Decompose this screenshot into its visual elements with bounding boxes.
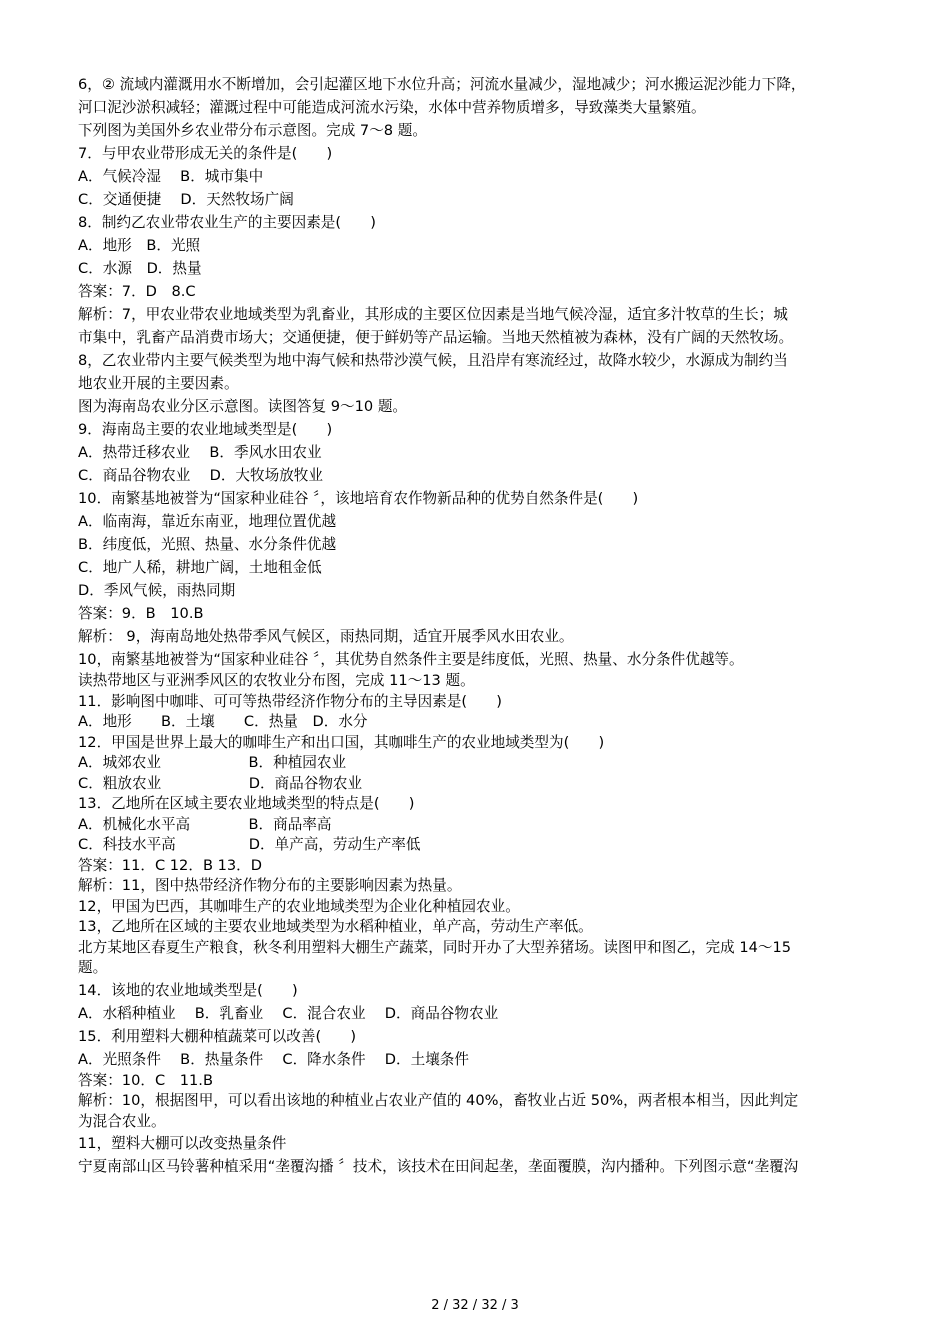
analysis-line: 12，甲国为巴西，其咖啡生产的农业地域类型为企业化种植园农业。 (78, 897, 520, 915)
option-line: B．纬度低，光照、热量、水分条件优越 (78, 536, 337, 553)
question-line: 8．制约乙农业带农业生产的主要因素是( ) (78, 214, 376, 231)
analysis-line: 解析：11，图中热带经济作物分布的主要影响因素为热量。 (78, 877, 462, 894)
text-line: 读热带地区与亚洲季风区的农牧业分布图，完成 11～13 题。 (78, 672, 475, 689)
option-line: C．交通便捷 D．天然牧场广阔 (78, 191, 294, 208)
analysis-line: 解析： 9，海南岛地处热带季风气候区，雨热同期，适宜开展季风水田农业。 (78, 628, 574, 645)
option-line: A．气候冷湿 B．城市集中 (78, 168, 264, 185)
text-line: 宁夏南部山区马铃薯种植采用“垄覆沟播 〞技术，该技术在田间起垄，垄面覆膜，沟内播种。下列图示意“垄覆沟 (78, 1158, 799, 1175)
question-line: 12．甲国是世界上最大的咖啡生产和出口国，其咖啡生产的农业地域类型为( ) (78, 733, 605, 751)
answer-line: 答案：7．D 8.C (78, 283, 196, 300)
analysis-line: 为混合农业。 (78, 1112, 166, 1130)
option-line: C．地广人稀，耕地广阔，土地租金低 (78, 559, 322, 576)
document-body (68, 73, 888, 1178)
option-line: A．机械化水平高 B．商品率高 (78, 815, 332, 833)
question-line: 14．该地的农业地域类型是( ) (78, 981, 298, 999)
answer-line: 答案：9．B 10.B (78, 605, 204, 622)
text-line: 题。 (78, 959, 108, 976)
text-line: 北方某地区春夏生产粮食，秋冬利用塑料大棚生产蔬菜，同时开办了大型养猪场。读图甲和图乙，完成 14～15 (78, 938, 792, 956)
option-line: C．商品谷物农业 D．大牧场放牧业 (78, 467, 323, 484)
page-number-footer: 2 / 32 / 32 / 3 (431, 1298, 519, 1313)
question-line: 7．与甲农业带形成无关的条件是( ) (78, 145, 333, 162)
analysis-line: 11，塑料大棚可以改变热量条件 (78, 1135, 287, 1152)
question-line: 11．影响图中咖啡、可可等热带经济作物分布的主导因素是( ) (78, 692, 502, 710)
text-line: 6，② 流域内灌溉用水不断增加，会引起灌区地下水位升高；河流水量减少，湿地减少；河水搬运泥沙能力下降， (78, 76, 806, 93)
analysis-line: 解析：7，甲农业带农业地域类型为乳畜业，其形成的主要区位因素是当地气候冷湿，适宜多汁牧草的生长；城 (78, 306, 788, 323)
text-line: 下列图为美国外乡农业带分布示意图。完成 7～8 题。 (78, 122, 427, 139)
option-line: D．季风气候，雨热同期 (78, 582, 236, 599)
option-line: A．临南海，靠近东南亚，地理位置优越 (78, 513, 337, 530)
option-line: A．城郊农业 B．种植园农业 (78, 754, 347, 771)
text-line: 河口泥沙淤积减轻；灌溉过程中可能造成河流水污染，水体中营养物质增多，导致藻类大量繁殖。 (78, 99, 706, 116)
option-line: C．粗放农业 D．商品谷物农业 (78, 774, 363, 792)
analysis-line: 地农业开展的主要因素。 (78, 375, 239, 392)
option-line: A．地形 B．土壤 C．热量 D．水分 (78, 713, 368, 730)
option-line: C．科技水平高 D．单产高，劳动生产率低 (78, 836, 421, 853)
option-line: A．地形 B．光照 (78, 237, 201, 254)
option-line: A．光照条件 B．热量条件 C．降水条件 D．土壤条件 (78, 1050, 469, 1068)
text-line: 图为海南岛农业分区示意图。读图答复 9～10 题。 (78, 398, 408, 415)
analysis-line: 解析：10，根据图甲，可以看出该地的种植业占农业产值的 40%，畜牧业占近 50%，两者根本相当，因此判定 (78, 1092, 799, 1109)
analysis-line: 市集中，乳畜产品消费市场大；交通便捷，便于鲜奶等产品运输。当地天然植被为森林，没有广阔的天然牧场。 (78, 329, 794, 346)
question-line: 15．利用塑料大棚种植蔬菜可以改善( ) (78, 1027, 357, 1045)
question-line: 10．南繁基地被誉为“国家种业硅谷 〞，该地培育农作物新品种的优势自然条件是( ) (78, 490, 639, 507)
option-line: A．水稻种植业 B．乳畜业 C．混合农业 D．商品谷物农业 (78, 1004, 499, 1022)
analysis-line: 13，乙地所在区域的主要农业地域类型为水稻种植业，单产高，劳动生产率低。 (78, 918, 593, 935)
analysis-line: 10，南繁基地被誉为“国家种业硅谷 〞，其优势自然条件主要是纬度低，光照、热量、水分条件优越等。 (78, 651, 744, 668)
question-line: 13．乙地所在区域主要农业地域类型的特点是( ) (78, 795, 415, 812)
option-line: C．水源 D．热量 (78, 260, 202, 277)
question-line: 9．海南岛主要的农业地域类型是( ) (78, 421, 333, 438)
answer-line: 答案：10．C 11.B (78, 1071, 213, 1089)
analysis-line: 8，乙农业带内主要气候类型为地中海气候和热带沙漠气候，且沿岸有寒流经过，故降水较少，水源成为制约当 (78, 352, 788, 369)
answer-line: 答案：11．C 12．B 13．D (78, 856, 262, 874)
option-line: A．热带迁移农业 B．季风水田农业 (78, 444, 322, 461)
